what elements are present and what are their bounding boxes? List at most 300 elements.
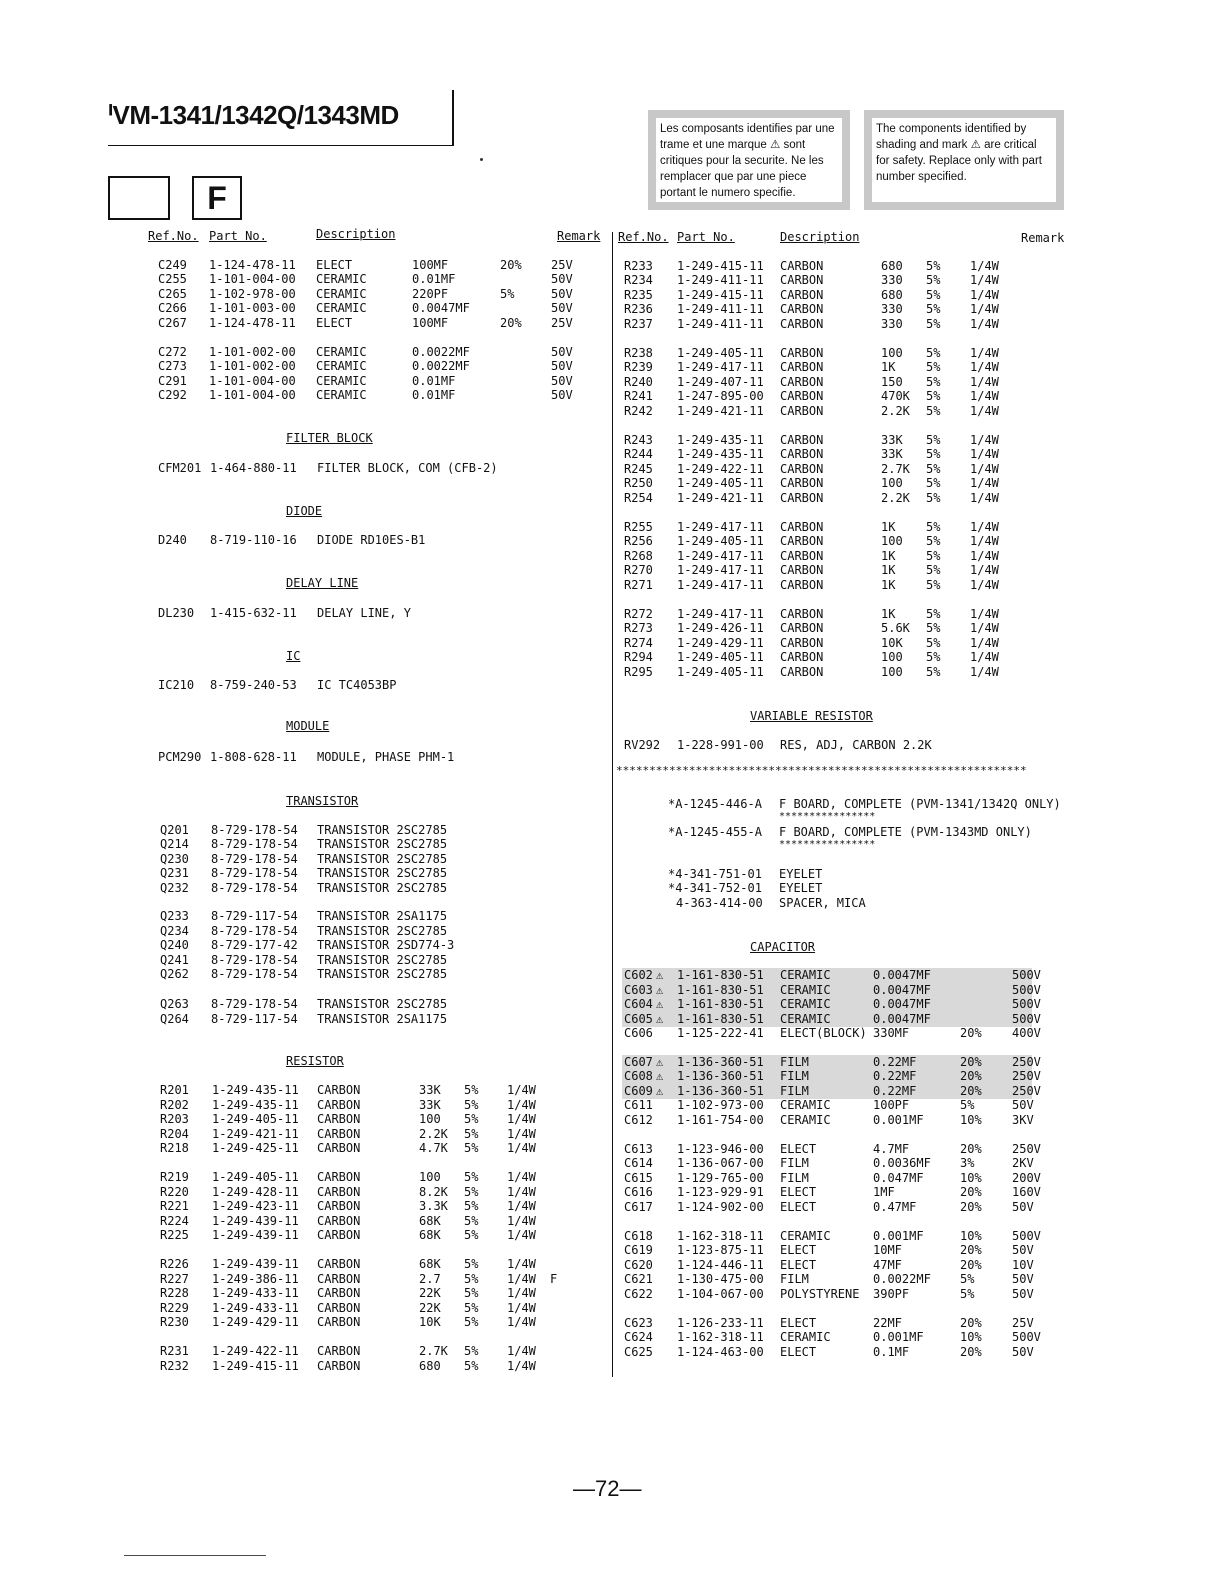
table-row — [624, 476, 1064, 491]
value-cell: 22K — [419, 1286, 441, 1300]
table-row — [622, 1156, 1032, 1171]
part-cell: 1-249-435-11 — [677, 433, 764, 447]
ref-cell: C612 — [624, 1113, 653, 1127]
desc-cell: CERAMIC — [316, 359, 367, 373]
value-cell: 100MF — [412, 316, 449, 330]
voltage-cell: 500V — [1012, 968, 1041, 982]
ref-cell: R237 — [624, 317, 653, 331]
ref-cell: R231 — [160, 1344, 189, 1358]
value-cell: 330 — [881, 302, 903, 316]
ref-cell: C620 — [624, 1258, 653, 1272]
table-row — [624, 607, 1064, 622]
part-cell: 1-161-830-51 — [677, 997, 764, 1011]
ref-cell: R268 — [624, 549, 653, 563]
table-row — [160, 1112, 600, 1127]
value-cell: 0.47MF — [873, 1200, 917, 1214]
ref-cell: C605 — [624, 1012, 653, 1026]
ref-cell: R235 — [624, 288, 653, 302]
table-row — [622, 983, 1041, 998]
notice-french-text: Les composants identifies par une trame et une marque ⚠ sont critiques pour la securite. Ne les remplacer que par une piece portant le numero specifie. — [656, 118, 842, 202]
desc-cell: CARBON — [780, 491, 824, 505]
ref-cell: C614 — [624, 1156, 653, 1170]
wattage-cell: 1/4W — [970, 433, 999, 447]
ref-cell: C615 — [624, 1171, 653, 1185]
table-row — [160, 1359, 600, 1374]
value-cell: 100 — [419, 1112, 441, 1126]
tolerance-cell: 5% — [500, 287, 515, 301]
tolerance-cell: 5% — [926, 650, 941, 664]
part-cell: 1-249-411-11 — [677, 273, 764, 287]
part-cell: 1-136-360-51 — [677, 1069, 764, 1083]
table-row — [624, 360, 1064, 375]
desc-cell: FILM — [780, 1156, 809, 1170]
value-cell: 0.22MF — [873, 1084, 917, 1098]
value-cell: 47MF — [873, 1258, 902, 1272]
voltage-cell: 50V — [551, 388, 573, 402]
section-variable-resistor: VARIABLE RESISTOR — [750, 709, 873, 723]
part-cell: 1-124-478-11 — [209, 316, 296, 330]
voltage-cell: 50V — [551, 359, 573, 373]
tolerance-cell: 20% — [960, 1055, 982, 1069]
tolerance-cell: 20% — [960, 1142, 982, 1156]
ref-cell: R245 — [624, 462, 653, 476]
desc-cell: CERAMIC — [780, 997, 831, 1011]
desc-cell: CARBON — [780, 636, 824, 650]
value-cell: 1K — [881, 360, 896, 374]
table-row — [624, 549, 1064, 564]
desc-cell: TRANSISTOR 2SD774-3 — [317, 938, 455, 952]
desc-cell: CERAMIC — [780, 1229, 831, 1243]
wattage-cell: 1/4W — [970, 520, 999, 534]
value-cell: 0.0047MF — [873, 997, 931, 1011]
part-cell: 1-249-439-11 — [212, 1214, 299, 1228]
desc-cell: CARBON — [317, 1127, 361, 1141]
value-cell: 1K — [881, 578, 896, 592]
ref-cell: R225 — [160, 1228, 189, 1242]
ref-cell: R203 — [160, 1112, 189, 1126]
value-cell: 33K — [881, 433, 903, 447]
table-row — [624, 346, 1064, 361]
part-cell: 1-249-405-11 — [212, 1170, 299, 1184]
wattage-cell: 1/4W — [970, 259, 999, 273]
table-row — [624, 650, 1064, 665]
value-cell: 100MF — [412, 258, 449, 272]
tolerance-cell: 5% — [464, 1228, 479, 1242]
table-row — [160, 852, 600, 867]
voltage-cell: 500V — [1012, 1330, 1041, 1344]
voltage-cell: 50V — [551, 345, 573, 359]
part-cell: 1-123-929-91 — [677, 1185, 764, 1199]
tolerance-cell: 5% — [464, 1083, 479, 1097]
ref-cell: R240 — [624, 375, 653, 389]
value-cell: 10MF — [873, 1243, 902, 1257]
desc-cell: CARBON — [780, 520, 824, 534]
tolerance-cell: 5% — [926, 288, 941, 302]
part-cell: 1-249-415-11 — [677, 288, 764, 302]
tolerance-cell: 5% — [464, 1098, 479, 1112]
tolerance-cell: 20% — [960, 1084, 982, 1098]
table-row — [160, 881, 600, 896]
tolerance-cell: 5% — [464, 1272, 479, 1286]
voltage-cell: 250V — [1012, 1142, 1041, 1156]
tolerance-cell: 5% — [926, 389, 941, 403]
ref-cell: C604 — [624, 997, 653, 1011]
tolerance-cell: 5% — [926, 534, 941, 548]
voltage-cell: 50V — [551, 272, 573, 286]
table-row — [160, 909, 600, 924]
table-row — [160, 1083, 600, 1098]
wattage-cell: 1/4W — [970, 621, 999, 635]
table-row — [160, 1098, 600, 1113]
tolerance-cell: 5% — [464, 1127, 479, 1141]
part-cell: 1-249-415-11 — [677, 259, 764, 273]
desc-cell: CARBON — [780, 317, 824, 331]
wattage-cell: 1/4W — [970, 549, 999, 563]
part-cell: 1-162-318-11 — [677, 1330, 764, 1344]
desc-cell: CERAMIC — [780, 1113, 831, 1127]
tolerance-cell: 5% — [926, 549, 941, 563]
ref-cell: C616 — [624, 1185, 653, 1199]
part-cell: 1-161-830-51 — [677, 1012, 764, 1026]
part-cell: 1-247-895-00 — [677, 389, 764, 403]
desc-cell: CARBON — [317, 1315, 361, 1329]
part-cell: 1-136-067-00 — [677, 1156, 764, 1170]
list-item: CFM201 1-464-880-11 FILTER BLOCK, COM (CFB-2) — [158, 461, 498, 475]
desc-cell: POLYSTYRENE — [780, 1287, 860, 1301]
table-row — [624, 665, 1064, 680]
wattage-cell: 1/4W — [507, 1272, 536, 1286]
list-item: *4-341-752-01 EYELET — [668, 881, 823, 895]
value-cell: 2.2K — [419, 1127, 448, 1141]
tolerance-cell: 5% — [464, 1214, 479, 1228]
voltage-cell: 10V — [1012, 1258, 1034, 1272]
list-item: *A-1245-446-A F BOARD, COMPLETE (PVM-1341/1342Q ONLY) — [668, 797, 1061, 811]
ref-cell: C255 — [158, 272, 187, 286]
tolerance-cell: 5% — [926, 621, 941, 635]
value-cell: 5.6K — [881, 621, 910, 635]
part-cell: 1-104-067-00 — [677, 1287, 764, 1301]
ref-cell: R239 — [624, 360, 653, 374]
part-cell: 8-729-178-54 — [211, 866, 298, 880]
table-row — [160, 1272, 600, 1287]
ref-cell: C266 — [158, 301, 187, 315]
value-cell: 0.0047MF — [873, 983, 931, 997]
value-cell: 3.3K — [419, 1199, 448, 1213]
wattage-cell: 1/4W — [970, 375, 999, 389]
value-cell: 2.7K — [881, 462, 910, 476]
part-cell: 1-249-426-11 — [677, 621, 764, 635]
voltage-cell: 50V — [551, 374, 573, 388]
value-cell: 2.7K — [419, 1344, 448, 1358]
col-remark-right: Remark — [1021, 231, 1065, 245]
table-row — [160, 938, 600, 953]
tolerance-cell: 5% — [926, 520, 941, 534]
ref-cell: R233 — [624, 259, 653, 273]
wattage-cell: 1/4W — [970, 360, 999, 374]
ref-cell: C611 — [624, 1098, 653, 1112]
tolerance-cell: 20% — [960, 1258, 982, 1272]
ref-cell: R204 — [160, 1127, 189, 1141]
voltage-cell: 25V — [551, 316, 573, 330]
desc-cell: TRANSISTOR 2SC2785 — [317, 953, 448, 967]
part-cell: 8-729-117-54 — [211, 1012, 298, 1026]
tolerance-cell: 5% — [926, 317, 941, 331]
tolerance-cell: 5% — [464, 1185, 479, 1199]
col-part-left: Part No. — [209, 229, 267, 243]
section-module: MODULE — [286, 719, 330, 733]
table-row — [160, 1141, 600, 1156]
value-cell: 33K — [419, 1083, 441, 1097]
part-cell: 1-249-415-11 — [212, 1359, 299, 1373]
part-cell: 1-249-417-11 — [677, 360, 764, 374]
value-cell: 100 — [881, 346, 903, 360]
value-cell: 0.047MF — [873, 1171, 924, 1185]
ref-cell: R254 — [624, 491, 653, 505]
part-cell: 1-129-765-00 — [677, 1171, 764, 1185]
part-cell: 1-249-435-11 — [212, 1098, 299, 1112]
part-cell: 1-249-417-11 — [677, 578, 764, 592]
desc-cell: CARBON — [317, 1286, 361, 1300]
value-cell: 0.001MF — [873, 1330, 924, 1344]
ref-cell: R226 — [160, 1257, 189, 1271]
desc-cell: TRANSISTOR 2SC2785 — [317, 881, 448, 895]
table-row — [622, 997, 1041, 1012]
table-row — [622, 1171, 1041, 1186]
voltage-cell: 2KV — [1012, 1156, 1034, 1170]
ref-cell: R201 — [160, 1083, 189, 1097]
table-row — [622, 1243, 1032, 1258]
value-cell: 10K — [881, 636, 903, 650]
tolerance-cell: 5% — [926, 578, 941, 592]
value-cell: 330MF — [873, 1026, 910, 1040]
tolerance-cell: 20% — [960, 1200, 982, 1214]
desc-cell: CARBON — [317, 1170, 361, 1184]
desc-cell: CARBON — [780, 650, 824, 664]
tolerance-cell: 5% — [926, 447, 941, 461]
table-row — [624, 317, 1064, 332]
value-cell: 33K — [881, 447, 903, 461]
desc-cell: TRANSISTOR 2SC2785 — [317, 837, 448, 851]
ref-cell: C602 — [624, 968, 653, 982]
ref-cell: C606 — [624, 1026, 653, 1040]
voltage-cell: 400V — [1012, 1026, 1041, 1040]
desc-cell: CARBON — [780, 288, 824, 302]
list-item: **************** — [779, 811, 876, 822]
footer-rule — [124, 1555, 266, 1556]
table-row — [624, 636, 1064, 651]
ref-cell: C291 — [158, 374, 187, 388]
ref-cell: R274 — [624, 636, 653, 650]
desc-cell: CARBON — [780, 549, 824, 563]
ref-cell: R221 — [160, 1199, 189, 1213]
desc-cell: CARBON — [317, 1301, 361, 1315]
ref-cell: C292 — [158, 388, 187, 402]
desc-cell: TRANSISTOR 2SC2785 — [317, 852, 448, 866]
table-row — [624, 520, 1064, 535]
table-row — [624, 462, 1064, 477]
table-row — [622, 1142, 1041, 1157]
ref-cell: R241 — [624, 389, 653, 403]
table-row — [158, 272, 598, 287]
desc-cell: CERAMIC — [316, 388, 367, 402]
table-row — [158, 287, 598, 302]
part-cell: 1-136-360-51 — [677, 1084, 764, 1098]
remark-cell: F — [550, 1272, 558, 1286]
tolerance-cell: 5% — [926, 259, 941, 273]
value-cell: 68K — [419, 1257, 441, 1271]
part-cell: 1-249-386-11 — [212, 1272, 299, 1286]
warning-icon: ⚠ — [656, 1055, 664, 1069]
table-row — [622, 1012, 1041, 1027]
part-cell: 1-249-433-11 — [212, 1286, 299, 1300]
ref-cell: C265 — [158, 287, 187, 301]
value-cell: 0.0022MF — [412, 345, 470, 359]
desc-cell: CARBON — [317, 1214, 361, 1228]
part-cell: 1-249-417-11 — [677, 563, 764, 577]
voltage-cell: 25V — [1012, 1316, 1034, 1330]
part-cell: 1-101-004-00 — [209, 388, 296, 402]
part-cell: 1-161-830-51 — [677, 968, 764, 982]
voltage-cell: 200V — [1012, 1171, 1041, 1185]
wattage-cell: 1/4W — [970, 447, 999, 461]
tolerance-cell: 5% — [926, 665, 941, 679]
value-cell: 330 — [881, 273, 903, 287]
part-cell: 1-249-423-11 — [212, 1199, 299, 1213]
value-cell: 8.2K — [419, 1185, 448, 1199]
table-row — [160, 1257, 600, 1272]
desc-cell: CARBON — [780, 389, 824, 403]
ref-cell: Q230 — [160, 852, 189, 866]
table-row — [158, 359, 598, 374]
tolerance-cell: 10% — [960, 1330, 982, 1344]
table-row — [624, 288, 1064, 303]
ref-cell: C272 — [158, 345, 187, 359]
tolerance-cell: 20% — [500, 258, 522, 272]
value-cell: 4.7MF — [873, 1142, 910, 1156]
list-item: *A-1245-455-A F BOARD, COMPLETE (PVM-1343MD ONLY) — [668, 825, 1032, 839]
part-cell: 1-102-978-00 — [209, 287, 296, 301]
ref-cell: Q234 — [160, 924, 189, 938]
tolerance-cell: 5% — [926, 563, 941, 577]
table-row — [160, 1228, 600, 1243]
part-cell: 1-249-405-11 — [677, 665, 764, 679]
value-cell: 680 — [419, 1359, 441, 1373]
ref-cell: C623 — [624, 1316, 653, 1330]
part-cell: 1-249-435-11 — [677, 447, 764, 461]
tolerance-cell: 5% — [960, 1272, 975, 1286]
ref-cell: R230 — [160, 1315, 189, 1329]
warning-icon: ⚠ — [656, 983, 664, 997]
ref-cell: R255 — [624, 520, 653, 534]
warning-icon: ⚠ — [656, 1069, 664, 1083]
wattage-cell: 1/4W — [970, 563, 999, 577]
desc-cell: CARBON — [317, 1112, 361, 1126]
voltage-cell: 50V — [1012, 1272, 1034, 1286]
wattage-cell: 1/4W — [507, 1214, 536, 1228]
value-cell: 1MF — [873, 1185, 895, 1199]
list-item: DL230 1-415-632-11 DELAY LINE, Y — [158, 606, 411, 620]
part-cell: 1-249-417-11 — [677, 607, 764, 621]
wattage-cell: 1/4W — [507, 1228, 536, 1242]
desc-cell: CARBON — [780, 433, 824, 447]
tolerance-cell: 5% — [926, 462, 941, 476]
desc-cell: CARBON — [780, 462, 824, 476]
list-item: PCM290 1-808-628-11 MODULE, PHASE PHM-1 — [158, 750, 455, 764]
voltage-cell: 500V — [1012, 1012, 1041, 1026]
voltage-cell: 50V — [1012, 1200, 1034, 1214]
desc-cell: FILM — [780, 1272, 809, 1286]
value-cell: 2.7 — [419, 1272, 441, 1286]
value-cell: 390PF — [873, 1287, 910, 1301]
desc-cell: ELECT — [316, 258, 353, 272]
ref-cell: Q232 — [160, 881, 189, 895]
wattage-cell: 1/4W — [507, 1315, 536, 1329]
part-cell: 8-729-178-54 — [211, 823, 298, 837]
ref-cell: Q240 — [160, 938, 189, 952]
value-cell: 68K — [419, 1228, 441, 1242]
wattage-cell: 1/4W — [507, 1257, 536, 1271]
desc-cell: CARBON — [317, 1083, 361, 1097]
table-row — [624, 578, 1064, 593]
desc-cell: TRANSISTOR 2SC2785 — [317, 997, 448, 1011]
desc-cell: CERAMIC — [780, 1012, 831, 1026]
desc-cell: CARBON — [780, 404, 824, 418]
desc-cell: CERAMIC — [316, 374, 367, 388]
ref-cell: C621 — [624, 1272, 653, 1286]
desc-cell: CERAMIC — [316, 272, 367, 286]
ref-cell: C603 — [624, 983, 653, 997]
part-cell: 1-249-405-11 — [677, 650, 764, 664]
desc-cell: CARBON — [780, 346, 824, 360]
ref-cell: C608 — [624, 1069, 653, 1083]
wattage-cell: 1/4W — [970, 389, 999, 403]
desc-cell: CARBON — [317, 1228, 361, 1242]
wattage-cell: 1/4W — [507, 1141, 536, 1155]
voltage-cell: 25V — [551, 258, 573, 272]
section-diode: DIODE — [286, 504, 323, 518]
ref-cell: C624 — [624, 1330, 653, 1344]
title-rule-vertical — [452, 90, 454, 146]
tolerance-cell: 5% — [926, 607, 941, 621]
ref-cell: Q214 — [160, 837, 189, 851]
table-row — [160, 1185, 600, 1200]
wattage-cell: 1/4W — [507, 1359, 536, 1373]
part-cell: 8-729-177-42 — [211, 938, 298, 952]
desc-cell: CERAMIC — [780, 983, 831, 997]
separator-stars: ************************************************************** — [616, 764, 1027, 777]
ref-cell: C617 — [624, 1200, 653, 1214]
wattage-cell: 1/4W — [507, 1170, 536, 1184]
ref-cell: R232 — [160, 1359, 189, 1373]
tolerance-cell: 5% — [464, 1301, 479, 1315]
desc-cell: CARBON — [317, 1199, 361, 1213]
table-row — [158, 345, 598, 360]
ref-cell: R273 — [624, 621, 653, 635]
value-cell: 0.22MF — [873, 1069, 917, 1083]
value-cell: 100PF — [873, 1098, 910, 1112]
tolerance-cell: 5% — [464, 1286, 479, 1300]
part-cell: 8-729-178-54 — [211, 967, 298, 981]
wattage-cell: 1/4W — [970, 665, 999, 679]
ref-cell: C619 — [624, 1243, 653, 1257]
desc-cell: FILM — [780, 1069, 809, 1083]
part-cell: 1-101-003-00 — [209, 301, 296, 315]
table-row — [624, 273, 1064, 288]
value-cell: 1K — [881, 549, 896, 563]
wattage-cell: 1/4W — [970, 404, 999, 418]
warning-icon: ⚠ — [656, 1084, 664, 1098]
value-cell: 0.22MF — [873, 1055, 917, 1069]
